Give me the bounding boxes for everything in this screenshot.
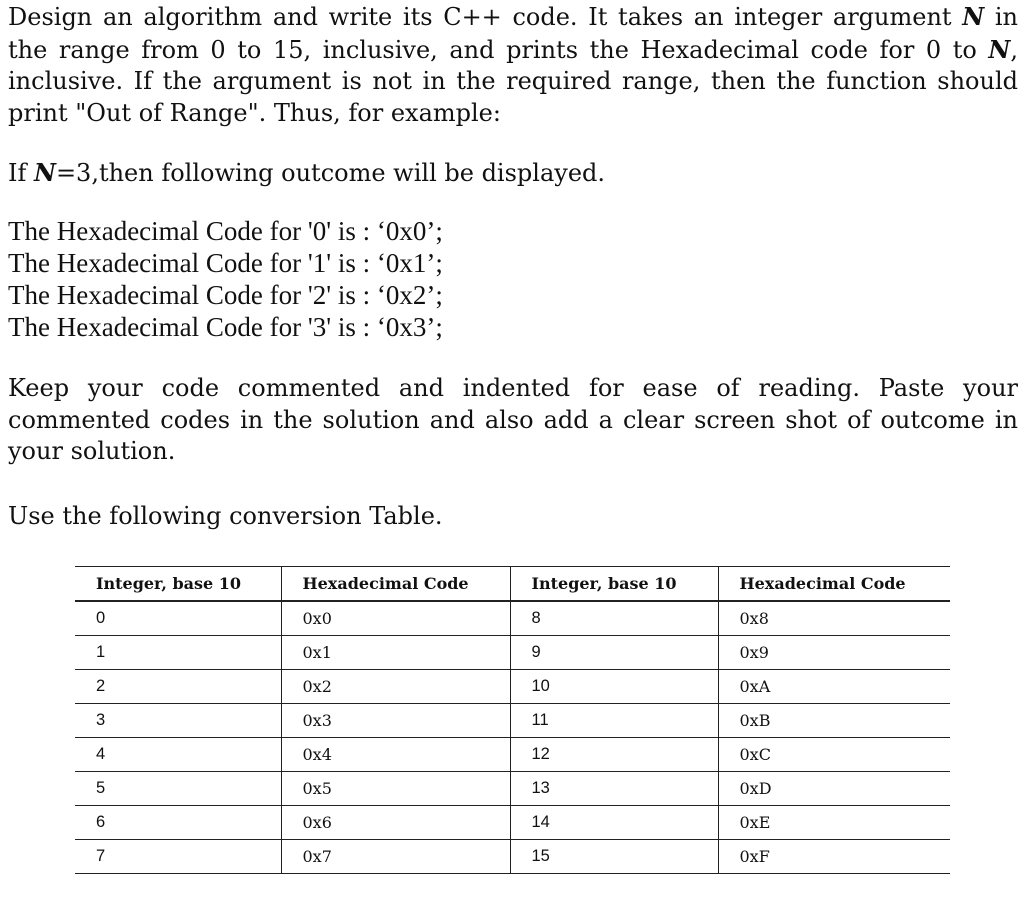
- hex-cell: 0xD: [718, 772, 950, 806]
- table-row: [75, 670, 950, 704]
- table-row: [75, 840, 950, 874]
- table-row: [75, 704, 950, 738]
- problem-statement: [8, 1, 1018, 129]
- hex-cell: 0x8: [718, 601, 950, 636]
- hex-cell: 0x6: [281, 806, 510, 840]
- example-suffix: =3,then following outcome will be displayed.: [55, 159, 606, 187]
- problem-text-part3: , inclusive. If the argument is not in the required range, then the function should print "Out of Range". Thus, for example:: [8, 35, 1018, 127]
- output-line: The Hexadecimal Code for '0' is : ‘0x0’;: [8, 216, 443, 246]
- instructions-paragraph: Keep your code commented and indented for ease of reading. Paste your commented codes in the solution and also add a clear screen shot of outcome in your solution.: [8, 374, 1018, 465]
- integer-cell: 0: [75, 601, 281, 636]
- hex-cell: 0x7: [281, 840, 510, 874]
- table-row: [75, 601, 950, 636]
- table-intro: Use the following conversion Table.: [8, 502, 443, 530]
- integer-cell: 10: [510, 670, 718, 704]
- hex-cell: 0x9: [718, 636, 950, 670]
- problem-text-part2: in the range from 0 to 15, inclusive, and prints the Hexadecimal code for 0 to: [8, 3, 1018, 64]
- hex-cell: 0xA: [718, 670, 950, 704]
- example-prefix: If: [8, 159, 34, 187]
- table-row: [75, 636, 950, 670]
- table-row: [75, 806, 950, 840]
- output-line: The Hexadecimal Code for '1' is : ‘0x1’;: [8, 248, 443, 278]
- integer-cell: 5: [75, 772, 281, 806]
- table-row: [75, 738, 950, 772]
- problem-text-part1: Design an algorithm and write its C++ code. It takes an integer argument: [8, 3, 963, 31]
- header-hexadecimal-code: Hexadecimal Code: [281, 567, 510, 602]
- conversion-table: [75, 566, 950, 874]
- integer-cell: 12: [510, 738, 718, 772]
- integer-cell: 11: [510, 704, 718, 738]
- integer-cell: 14: [510, 806, 718, 840]
- hex-cell: 0x1: [281, 636, 510, 670]
- header-integer-base10: Integer, base 10: [75, 567, 281, 602]
- header-hexadecimal-code: Hexadecimal Code: [718, 567, 950, 602]
- variable-n: N: [988, 34, 1011, 64]
- sample-output: [8, 215, 1018, 343]
- variable-n: N: [962, 2, 985, 31]
- hex-cell: 0xB: [718, 704, 950, 738]
- integer-cell: 9: [510, 636, 718, 670]
- integer-cell: 1: [75, 636, 281, 670]
- integer-cell: 2: [75, 670, 281, 704]
- hex-cell: 0x5: [281, 772, 510, 806]
- integer-cell: 13: [510, 772, 718, 806]
- hex-cell: 0x2: [281, 670, 510, 704]
- integer-cell: 8: [510, 601, 718, 636]
- output-line: The Hexadecimal Code for '2' is : ‘0x2’;: [8, 280, 443, 310]
- variable-n: N: [34, 158, 56, 187]
- hex-cell: 0xE: [718, 806, 950, 840]
- hex-cell: 0x0: [281, 601, 510, 636]
- integer-cell: 4: [75, 738, 281, 772]
- hex-cell: 0x3: [281, 704, 510, 738]
- header-integer-base10: Integer, base 10: [510, 567, 718, 602]
- hex-cell: 0x4: [281, 738, 510, 772]
- hex-cell: 0xC: [718, 738, 950, 772]
- output-line: The Hexadecimal Code for '3' is : ‘0x3’;: [8, 312, 443, 342]
- integer-cell: 3: [75, 704, 281, 738]
- example-line: [8, 157, 1018, 190]
- integer-cell: 7: [75, 840, 281, 874]
- hex-cell: 0xF: [718, 840, 950, 874]
- table-row: [75, 772, 950, 806]
- integer-cell: 15: [510, 840, 718, 874]
- integer-cell: 6: [75, 806, 281, 840]
- table-header-row: [75, 567, 950, 602]
